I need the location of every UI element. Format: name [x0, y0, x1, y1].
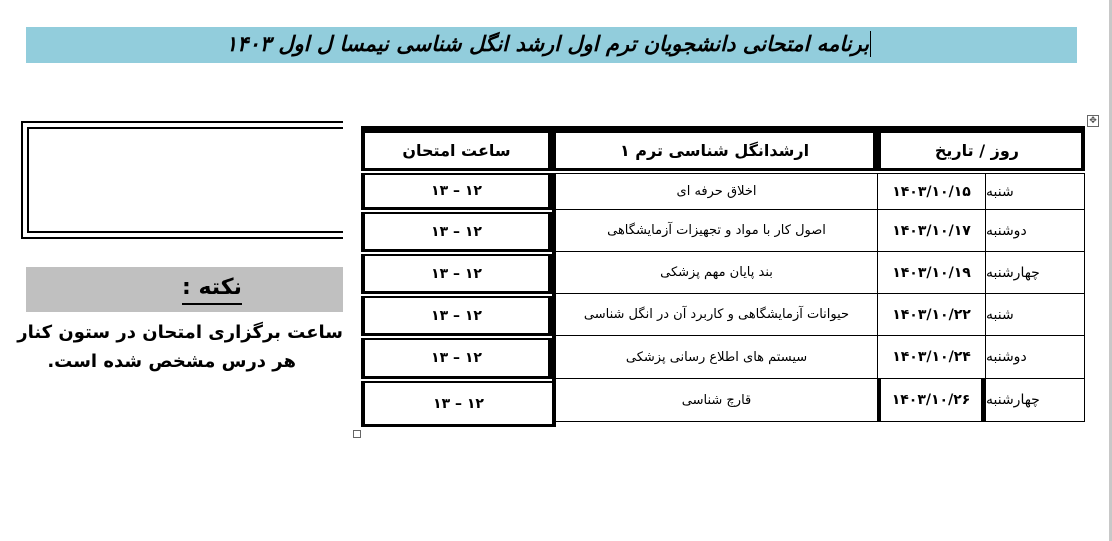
row-date: ۱۴۰۳/۱۰/۲۴: [877, 336, 985, 379]
document-title: برنامه امتحانی دانشجویان ترم اول ارشد انگل شناسی نیمسا ل اول ۱۴۰۳: [225, 32, 869, 56]
row-time: ۱۳ – ۱۲: [361, 212, 552, 252]
row-date: ۱۴۰۳/۱۰/۱۷: [877, 210, 985, 252]
row-time: ۱۳ – ۱۲: [361, 254, 552, 294]
empty-frame-inner: [27, 127, 343, 233]
row-time: ۱۳ – ۱۲: [361, 173, 552, 210]
row-course: حیوانات آزمایشگاهی و کاربرد آن در انگل شناسی: [552, 294, 877, 336]
row-day: چهارشنبه: [985, 379, 1085, 422]
empty-frame: [21, 121, 343, 239]
note-body: [17, 318, 343, 376]
note-line-2: هر درس مشخص شده است.: [47, 351, 296, 372]
row-time: ۱۳ – ۱۲: [361, 381, 556, 427]
row-course: سیستم های اطلاع رسانی پزشکی: [552, 336, 877, 379]
row-day: دوشنبه: [985, 210, 1085, 252]
row-course: اصول کار با مواد و تجهیزات آزمایشگاهی: [552, 210, 877, 252]
resize-icon[interactable]: [353, 430, 361, 438]
move-icon[interactable]: ✥: [1087, 115, 1099, 127]
note-line-1: ساعت برگزاری امتحان در ستون کنار: [17, 322, 343, 343]
title-bar: [26, 27, 1077, 63]
row-day: چهارشنبه: [985, 252, 1085, 294]
header-time: ساعت امتحان: [361, 131, 552, 171]
row-time: ۱۳ – ۱۲: [361, 338, 552, 379]
row-day: شنبه: [985, 173, 1085, 210]
row-date: ۱۴۰۳/۱۰/۲۶: [877, 379, 985, 422]
row-course: اخلاق حرفه ای: [552, 173, 877, 210]
row-time: ۱۳ – ۱۲: [361, 296, 552, 336]
header-date: روز / تاریخ: [877, 131, 1085, 171]
note-title: نکته :: [182, 273, 242, 305]
header-course: ارشدانگل شناسی ترم ۱: [552, 131, 877, 171]
row-date: ۱۴۰۳/۱۰/۲۲: [877, 294, 985, 336]
note-header: [26, 267, 343, 312]
row-date: ۱۴۰۳/۱۰/۱۵: [877, 173, 985, 210]
row-date: ۱۴۰۳/۱۰/۱۹: [877, 252, 985, 294]
row-course: قارچ شناسی: [552, 379, 877, 422]
row-course: بند پایان مهم پزشکی: [552, 252, 877, 294]
row-day: دوشنبه: [985, 336, 1085, 379]
row-day: شنبه: [985, 294, 1085, 336]
